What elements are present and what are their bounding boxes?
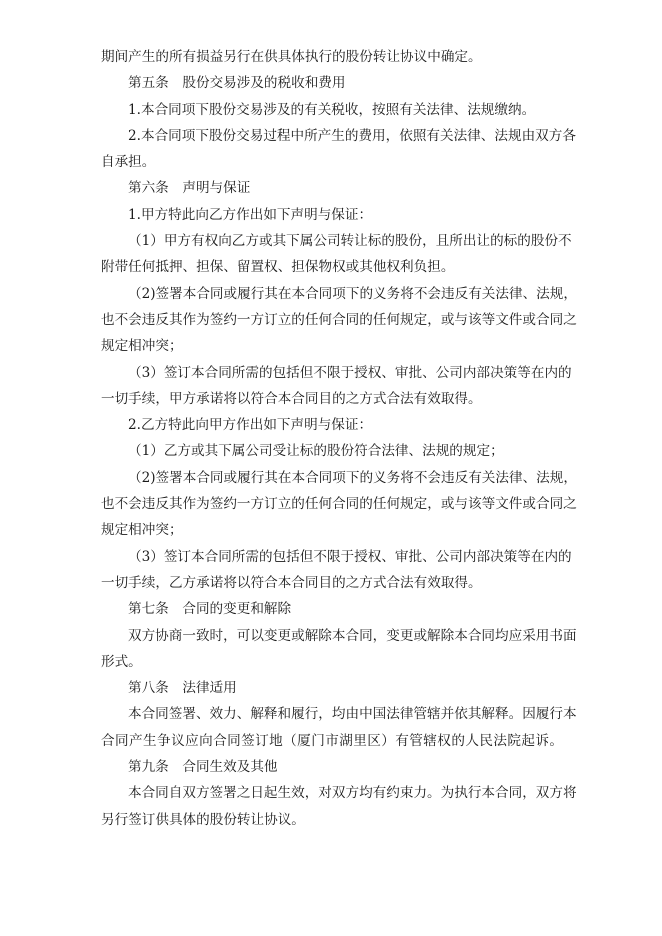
article-5-heading: 第五条 股份交易涉及的税收和费用 (128, 75, 346, 92)
article-6-party-a-intro: 1.甲方特此向乙方作出如下声明与保证： (128, 206, 373, 223)
party-a-item-3-cont: 一切手续，甲方承诺将以符合本合同目的之方式合法有效取得。 (101, 390, 482, 407)
party-a-item-2-cont: 也不会违反其作为签约一方订立的任何合同的任何规定，或与该等文件或合同之 (101, 311, 577, 328)
article-8-body-cont: 合同产生争议应向合同签订地（厦门市湖里区）有管辖权的人民法院起诉。 (101, 732, 563, 749)
paragraph-continuation: 期间产生的所有损益另行在供具体执行的股份转让协议中确定。 (101, 49, 482, 65)
article-5-clause-2: 2.本合同项下股份交易过程中所产生的费用，依照有关法律、法规由双方各 (128, 127, 576, 144)
article-9-heading: 第九条 合同生效及其他 (128, 759, 278, 776)
article-6-party-b-intro: 2.乙方特此向甲方作出如下声明与保证： (128, 417, 373, 434)
party-b-item-3: （3）签订本合同所需的包括但不限于授权、审批、公司内部决策等在内的 (128, 548, 572, 565)
party-a-item-3: （3）签订本合同所需的包括但不限于授权、审批、公司内部决策等在内的 (128, 364, 572, 381)
article-7-body-cont: 形式。 (101, 653, 142, 670)
article-5-clause-1: 1.本合同项下股份交易涉及的有关税收，按照有关法律、法规缴纳。 (128, 101, 536, 118)
party-a-item-2-cont2: 规定相冲突； (101, 338, 183, 355)
document-page (101, 44, 577, 833)
party-a-item-1: （1）甲方有权向乙方或其下属公司转让标的股份，且所出让的标的股份不 (128, 233, 572, 250)
article-5-clause-2-cont: 自承担。 (101, 154, 156, 171)
article-6-heading: 第六条 声明与保证 (128, 180, 251, 197)
article-7-heading: 第七条 合同的变更和解除 (128, 601, 292, 618)
party-a-item-1-cont: 附带任何抵押、担保、留置权、担保物权或其他权利负担。 (101, 259, 455, 276)
article-8-body: 本合同签署、效力、解释和履行，均由中国法律管辖并依其解释。因履行本 (128, 706, 577, 723)
party-b-item-3-cont: 一切手续，乙方承诺将以符合本合同目的之方式合法有效取得。 (101, 574, 482, 591)
party-a-item-2: （2)签署本合同或履行其在本合同项下的义务将不会违反有关法律、法规， (128, 285, 577, 302)
article-8-heading: 第八条 法律适用 (128, 680, 237, 697)
article-9-body-cont: 另行签订供具体的股份转让协议。 (101, 811, 305, 828)
party-b-item-2-cont: 也不会违反其作为签约一方订立的任何合同的任何规定，或与该等文件或合同之 (101, 496, 577, 513)
party-b-item-2-cont2: 规定相冲突； (101, 522, 183, 539)
party-b-item-2: （2)签署本合同或履行其在本合同项下的义务将不会违反有关法律、法规， (128, 469, 577, 486)
article-7-body: 双方协商一致时，可以变更或解除本合同，变更或解除本合同均应采用书面 (128, 627, 577, 644)
article-9-body: 本合同自双方签署之日起生效，对双方均有约束力。为执行本合同，双方将 (128, 785, 577, 802)
party-b-item-1: （1）乙方或其下属公司受让标的股份符合法律、法规的规定； (128, 443, 504, 460)
